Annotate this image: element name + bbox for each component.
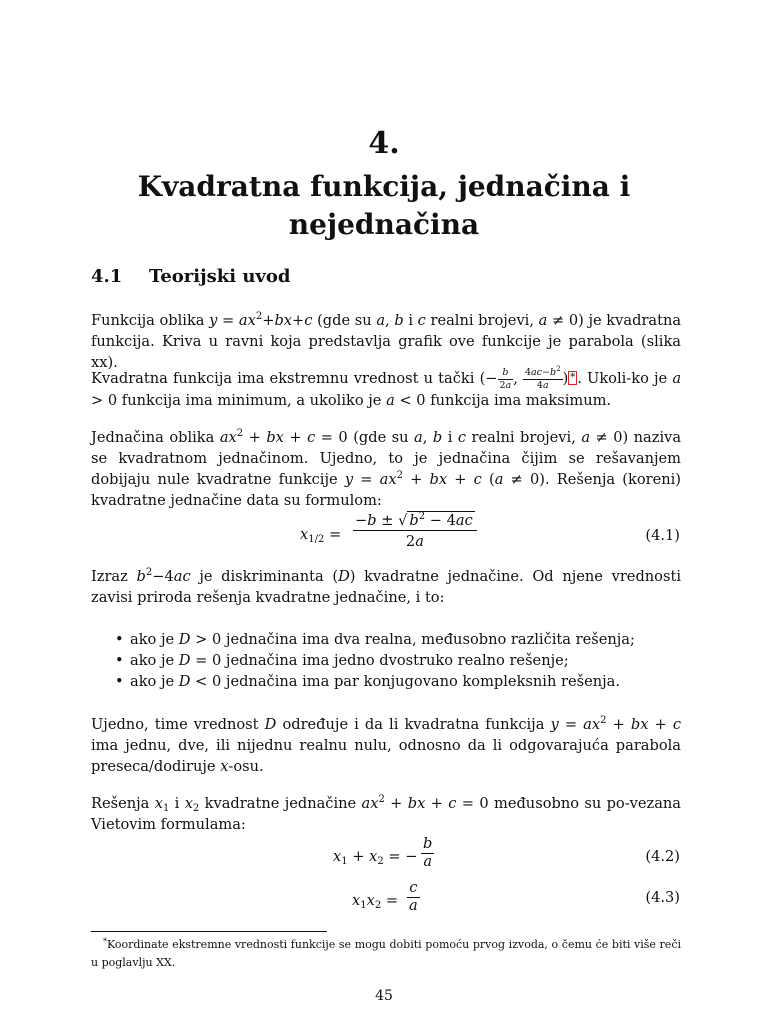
equation-label: (4.3) [645, 889, 680, 906]
footnote-divider [91, 931, 327, 932]
equation-vieta-product: $x_1x_2$ = $\frac{c}{a}$ [352, 879, 418, 914]
list-item: • ako je D < 0 jednačina ima par konjugovano kompleksnih rešenja. [115, 671, 685, 692]
paragraph-roots-meaning: Ujedno, time vrednost D određuje i da li kvadratna funkcija $y = ax^2$ + bx + c ima jednu, dve, ili nijednu realnu nulu, odnosno da li odgovarajuća parabola preseca/dodiruje x-osu. [91, 715, 682, 775]
page-number: 45 [375, 988, 393, 1004]
paragraph-quadratic-equation: Jednačina oblika $ax^2$ + bx + c = 0 (gde su a, b i c realni brojevi, a ≠ 0) naziva se kvadratnom jednačinom. Ujedno, to je jednačina čijim se rešavanjem dobijaju nule kvadratne funkcije $y = ax^2$ + bx + c (a ≠ 0). Rešenja (koreni) kvadratne jednačine data su formulom: [91, 428, 682, 509]
footnote-marker[interactable]: * [570, 372, 576, 383]
footnote: *Koordinate ekstremne vrednosti funkcije se mogu dobiti pomoću prvog izvoda, o čemu će biti više reči u poglavlju XX. [91, 937, 681, 969]
equation-quadratic-formula: $x_{1/2}$ = $\frac{-b \pm √ b^2 - 4ac}{2a}$ [300, 512, 560, 556]
paragraph-extremum: Kvadratna funkcija ima ekstremnu vrednost u tački (− $\frac{b}{2a}$ , $\frac{4ac-b^2}{4a}$ ) * . Ukoli-ko je a > 0 funkcija ima minimum, a ukoliko je a < 0 funkcija ima maksimum. [91, 365, 682, 409]
equation-label: (4.2) [645, 848, 680, 865]
paragraph-discriminant: Izraz $b^2-4ac$ je diskriminanta (D) kvadratne jednačine. Od njene vrednosti zavisi priroda rešenja kvadratne jednačine, i to: [91, 567, 681, 606]
paragraph-vieta: Rešenja $x_1$ i $x_2$ kvadratne jednačine $ax^2$ + bx + c = 0 međusobno su po-vezana Vietovim formulama: [91, 794, 682, 833]
list-item: • ako je D = 0 jednačina ima jedno dvostruko realno rešenje; [115, 650, 685, 671]
chapter-title: Kvadratna funkcija, jednačina i nejednačina [137, 170, 631, 241]
section-heading [91, 266, 290, 287]
list-item: • ako je D > 0 jednačina ima dva realna, međusobno različita rešenja; [115, 629, 685, 650]
section-title: Teorijski uvod [149, 266, 291, 287]
equation-vieta-sum: $x_1 + x_2$ = − $\frac{b}{a}$ [333, 835, 433, 870]
paragraph-quadratic-function: Funkcija oblika $y = ax^2+bx+c$ (gde su a, b i c realni brojevi, a ≠ 0) je kvadratna funkcija. Kriva u ravni koja predstavlja grafik ove funkcije je parabola (slika xx). [91, 311, 682, 371]
section-number: 4.1 [91, 266, 123, 287]
equation-label: (4.1) [645, 527, 680, 544]
discriminant-cases-list [115, 629, 685, 692]
chapter-number: 4. [368, 126, 400, 161]
